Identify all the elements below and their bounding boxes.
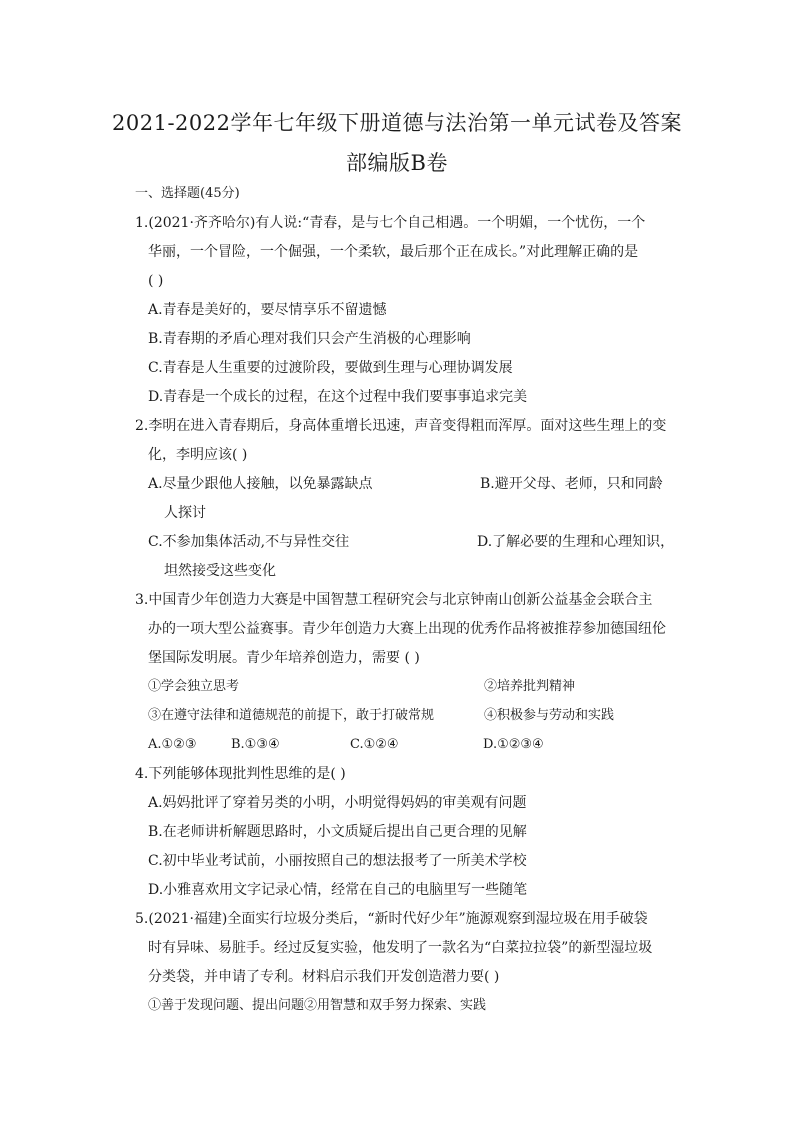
q2-option-d: D.了解必要的生理和心理知识， (477, 534, 675, 550)
q5-stem-line3: 分类袋，并申请了专利。材料启示我们开发创造潜力要( ) (148, 969, 500, 985)
q2-option-a: A.尽量少跟他人接触，以免暴露缺点 (148, 476, 373, 492)
q3-item-4: ④积极参与劳动和实践 (484, 708, 615, 723)
q5-stem-line2: 时有异味、易脏手。经过反复实验，他发明了一款名为“白菜拉拉袋”的新型湿垃圾 (148, 940, 653, 956)
q1-stem-line2: 华丽，一个冒险，一个倔强，一个柔软，最后那个正在成长。”对此理解正确的是 (148, 244, 639, 260)
q3-option-d: D.①②③④ (483, 737, 544, 752)
q1-option-c: C.青春是人生重要的过渡阶段，要做到生理与心理协调发展 (148, 360, 513, 376)
q4-option-d: D.小雅喜欢用文字记录心情，经常在自己的电脑里写一些随笔 (148, 882, 528, 898)
q1-stem-line1: 1.(2021·齐齐哈尔)有人说:“青春，是与七个自己相遇。一个明媚，一个忧伤，一个 (135, 215, 646, 231)
q3-option-c: C.①②④ (350, 737, 399, 752)
q4-stem: 4.下列能够体现批判性思维的是( ) (135, 766, 346, 782)
q3-option-a: A.①②③ (148, 737, 197, 752)
section-heading: 一、选择题(45分) (135, 186, 240, 201)
q2-option-b-cont: 人探讨 (164, 505, 206, 521)
q5-items-1-2: ①善于发现问题、提出问题②用智慧和双手努力探索、实践 (148, 998, 487, 1013)
q2-option-c: C.不参加集体活动,不与异性交往 (148, 534, 350, 550)
q3-stem-line2: 办的一项大型公益赛事。青少年创造力大赛上出现的优秀作品将被推荐参加德国纽伦 (148, 621, 666, 637)
q1-option-b: B.青春期的矛盾心理对我们只会产生消极的心理影响 (148, 331, 471, 347)
q3-item-2: ②培养批判精神 (484, 679, 576, 694)
q5-stem-line1: 5.(2021·福建)全面实行垃圾分类后，“新时代好少年”施源观察到湿垃圾在用手破袋 (135, 911, 648, 927)
q3-stem-line3: 堡国际发明展。青少年培养创造力，需要 ( ) (148, 650, 420, 666)
q1-stem-line3: ( ) (148, 273, 164, 289)
q3-item-1: ①学会独立思考 (148, 679, 240, 694)
q4-option-a: A.妈妈批评了穿着另类的小明，小明觉得妈妈的审美观有问题 (148, 795, 527, 811)
q2-option-b: B.避开父母、老师，只和同龄 (480, 476, 663, 492)
q3-option-b: B.①③④ (231, 737, 280, 752)
q2-stem-line2: 化，李明应该( ) (148, 447, 248, 463)
q3-item-3: ③在遵守法律和道德规范的前提下，敢于打破常规 (148, 708, 435, 723)
exam-title-line2: 部编版B卷 (346, 151, 448, 175)
q1-option-d: D.青春是一个成长的过程，在这个过程中我们要事事追求完美 (148, 389, 528, 405)
q2-option-d-cont: 坦然接受这些变化 (164, 563, 276, 579)
q1-option-a: A.青春是美好的，要尽情享乐不留遗憾 (148, 302, 387, 318)
q4-option-c: C.初中毕业考试前，小丽按照自己的想法报考了一所美术学校 (148, 853, 527, 869)
q2-stem-line1: 2.李明在进入青春期后，身高体重增长迅速，声音变得粗而浑厚。面对这些生理上的变 (135, 418, 667, 434)
q4-option-b: B.在老师讲析解题思路时，小文质疑后提出自己更合理的见解 (148, 824, 527, 840)
exam-title-line1: 2021-2022学年七年级下册道德与法治第一单元试卷及答案 (112, 111, 682, 135)
q3-stem-line1: 3.中国青少年创造力大赛是中国智慧工程研究会与北京钟南山创新公益基金会联合主 (135, 592, 653, 608)
